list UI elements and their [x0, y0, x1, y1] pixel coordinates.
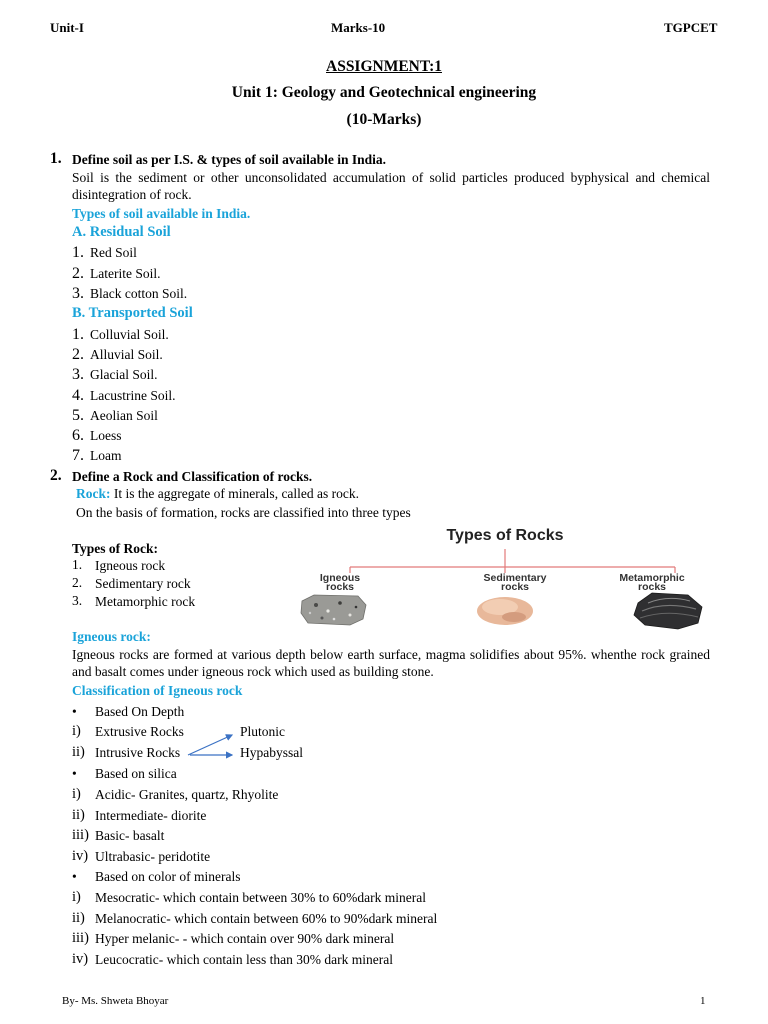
transported-soil-item-number: 3.: [72, 366, 84, 384]
silica-item-text: Intermediate- diorite: [95, 807, 207, 823]
depth-i-number: i): [72, 723, 81, 739]
silica-item-text: Ultrabasic- peridotite: [95, 848, 211, 864]
transported-soil-item-number: 1.: [72, 326, 84, 343]
igneous-rock-heading: Igneous rock:: [72, 629, 151, 644]
color-item-number: i): [72, 889, 81, 905]
silica-item-text: Acidic- Granites, quartz, Rhyolite: [95, 787, 279, 802]
igneous-rock-paragraph: Igneous rocks are formed at various depth below earth surface, magma solidifies about 95%. whenthe rock grained and basalt comes under igneous rock which used as building stone.: [72, 647, 710, 679]
transported-soil-item-text: Alluvial Soil.: [90, 347, 163, 363]
transported-soil-item-text: Loam: [90, 448, 122, 464]
transported-soil-item-number: 4.: [72, 386, 84, 404]
transported-soil-item-number: 7.: [72, 447, 84, 465]
transported-soil-item-number: 6.: [72, 427, 84, 444]
igneous-label: Igneous: [319, 572, 361, 584]
figure-title: Types of Rocks: [446, 527, 564, 544]
silica-item-number: iv): [72, 847, 89, 864]
transported-soil-item-text: Lacustrine Soil.: [90, 387, 176, 403]
color-item-number: iii): [72, 930, 89, 946]
transported-soil-item-text: Glacial Soil.: [90, 367, 158, 383]
bullet-dot: •: [72, 869, 77, 884]
color-item-text: Hyper melanic- - which contain over 90% dark mineral: [95, 931, 395, 946]
types-of-rocks-figure: [300, 525, 710, 630]
residual-soil-heading: A. Residual Soil: [72, 224, 171, 240]
silica-item-number: iii): [72, 827, 89, 843]
transported-soil-item-number: 2.: [72, 346, 84, 364]
page-number: 1: [700, 995, 706, 1007]
classification-heading: Classification of Igneous rock: [72, 683, 243, 698]
transported-soil-heading: B. Transported Soil: [72, 305, 193, 321]
types-of-rock-heading: Types of Rock:: [72, 541, 158, 556]
assignment-title: ASSIGNMENT:1: [326, 58, 442, 75]
igneous-label-rocks: rocks: [325, 581, 355, 593]
rock-type-item-number: 3.: [72, 593, 83, 609]
rock-type-item-text: Igneous rock: [95, 558, 166, 573]
question-2-heading: Define a Rock and Classification of rocks.: [72, 469, 313, 484]
soil-definition: Soil is the sediment or other unconsolidated accumulation of solid particles produced byphysical and chemical disintegration of rock.: [72, 170, 710, 202]
classification-arrows: [180, 728, 240, 760]
question-1-number: 1.: [50, 150, 62, 167]
hypabyssal-label: Hypabyssal: [240, 745, 303, 760]
sedimentary-label: Sedimentary: [483, 572, 547, 584]
depth-bullet: Based On Depth: [95, 704, 185, 719]
residual-soil-item-number: 2.: [72, 264, 84, 282]
question-2-number: 2.: [50, 467, 62, 484]
marks-title: (10-Marks): [346, 111, 422, 128]
soil-types-heading: Types of soil available in India.: [72, 206, 251, 221]
bullet-dot: •: [72, 766, 77, 781]
transported-soil-item-text: Loess: [90, 428, 122, 443]
metamorphic-rock-sample: [634, 593, 702, 629]
plutonic-label: Plutonic: [240, 724, 286, 739]
silica-item-text: Basic- basalt: [95, 828, 165, 843]
residual-soil-item-text: Laterite Soil.: [90, 265, 161, 281]
header-college: TGPCET: [664, 20, 718, 35]
silica-bullet: Based on silica: [95, 766, 177, 781]
rock-type-item-text: Metamorphic rock: [95, 594, 196, 610]
color-bullet: Based on color of minerals: [95, 869, 241, 884]
color-item-number: ii): [72, 909, 85, 926]
transported-soil-item-text: Colluvial Soil.: [90, 327, 169, 342]
extrusive-rocks: Extrusive Rocks: [95, 724, 184, 739]
residual-soil-item-text: Red Soil: [90, 245, 137, 260]
residual-soil-item-number: 3.: [72, 285, 84, 302]
rock-type-item-number: 2.: [72, 575, 83, 591]
question-1-heading: Define soil as per I.S. & types of soil available in India.: [72, 152, 387, 167]
footer-author: By- Ms. Shweta Bhoyar: [62, 995, 169, 1007]
arrow-to-plutonic: [188, 735, 232, 755]
metamorphic-label: Metamorphic: [619, 572, 685, 584]
silica-item-number: ii): [72, 806, 85, 823]
unit-title: Unit 1: Geology and Geotechnical engineering: [231, 84, 537, 101]
rock-basis-text: On the basis of formation, rocks are classified into three types: [76, 505, 411, 520]
header-unit: Unit-I: [50, 20, 84, 35]
rock-type-item-number: 1.: [72, 557, 83, 572]
transported-soil-item-number: 5.: [72, 406, 84, 424]
bullet-dot: •: [72, 704, 77, 719]
intrusive-rocks: Intrusive Rocks: [95, 745, 181, 760]
transported-soil-item-text: Aeolian Soil: [90, 407, 158, 423]
depth-ii-number: ii): [72, 744, 85, 760]
color-item-text: Leucocratic- which contain less than 30% dark mineral: [95, 951, 394, 967]
color-item-text: Mesocratic- which contain between 30% to 60%dark mineral: [95, 890, 427, 905]
sedimentary-rock-sample: [477, 597, 533, 625]
rock-definition-text: It is the aggregate of minerals, called as rock.: [110, 486, 360, 501]
color-item-number: iv): [72, 950, 89, 967]
residual-soil-item-number: 1.: [72, 244, 84, 261]
color-item-text: Melanocratic- which contain between 60% to 90%dark mineral: [95, 910, 438, 926]
rock-label: Rock:: [76, 486, 111, 501]
residual-soil-item-text: Black cotton Soil.: [90, 286, 188, 301]
rock-type-item-text: Sedimentary rock: [95, 576, 191, 592]
silica-item-number: i): [72, 786, 81, 802]
metamorphic-label-rocks: rocks: [637, 581, 667, 593]
igneous-rock-sample: [301, 595, 366, 625]
sedimentary-label-rocks: rocks: [500, 581, 530, 593]
header-marks: Marks-10: [331, 20, 386, 35]
rock-definition: [76, 486, 359, 502]
